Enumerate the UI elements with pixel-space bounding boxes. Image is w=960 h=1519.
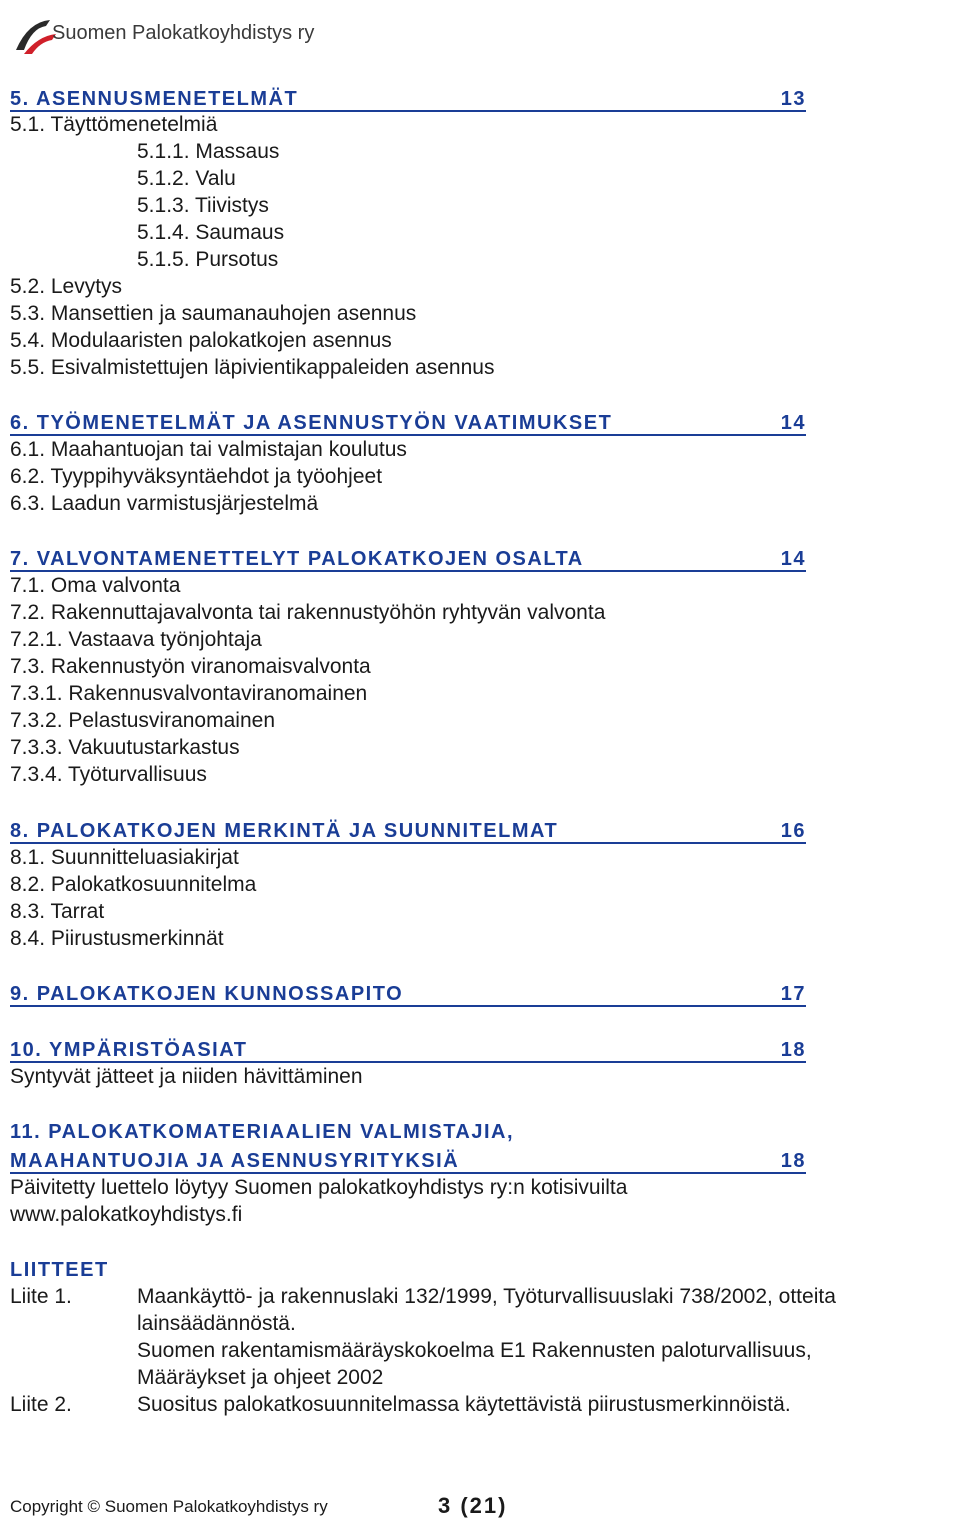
toc-page-number: 16 [780,820,806,842]
toc-heading-8[interactable]: 8. PALOKATKOJEN MERKINTÄ JA SUUNNITELMAT 16 [10,820,806,842]
toc-item[interactable]: 5.4. Modulaaristen palokatkojen asennus [10,329,392,352]
toc-item[interactable]: 5.2. Levytys [10,275,123,298]
toc-heading-11-line1[interactable]: 11. PALOKATKOMATERIAALIEN VALMISTAJIA, [10,1121,515,1143]
toc-item[interactable]: 7.1. Oma valvonta [10,574,181,597]
toc-page-number: 18 [780,1150,806,1172]
toc-item[interactable]: 7.3. Rakennustyön viranomaisvalvonta [10,655,371,678]
toc-item[interactable]: 7.3.3. Vakuutustarkastus [10,736,240,759]
toc-heading-10[interactable]: 10. YMPÄRISTÖASIAT 18 [10,1039,806,1061]
toc-page-number: 14 [780,412,806,434]
toc-heading-9[interactable]: 9. PALOKATKOJEN KUNNOSSAPITO 17 [10,983,806,1005]
toc-heading-7[interactable]: 7. VALVONTAMENETTELYT PALOKATKOJEN OSALTA 14 [10,548,806,570]
footer-page-number: 3 (21) [438,1493,508,1518]
toc-item[interactable]: 8.2. Palokatkosuunnitelma [10,873,257,896]
toc-subitem[interactable]: 5.1.3. Tiivistys [137,194,269,217]
toc-item[interactable]: 7.3.2. Pelastusviranomainen [10,709,275,732]
toc-subitem[interactable]: 5.1.2. Valu [137,167,236,190]
toc-page-number: 14 [780,548,806,570]
toc-item[interactable]: 6.1. Maahantuojan tai valmistajan koulutus [10,438,407,461]
toc-item[interactable]: 8.1. Suunnitteluasiakirjat [10,846,239,869]
toc-item[interactable]: 5.3. Mansettien ja saumanauhojen asennus [10,302,417,325]
website-link[interactable]: www.palokatkoyhdistys.fi [10,1203,243,1226]
footer-copyright: Copyright © Suomen Palokatkoyhdistys ry [10,1497,328,1516]
toc-item[interactable]: 7.3.4. Työturvallisuus [10,763,207,786]
toc-item[interactable]: 5.5. Esivalmistettujen läpivientikappaleiden asennus [10,356,495,379]
toc-item[interactable]: 7.2.1. Vastaava työnjohtaja [10,628,262,651]
toc-page-number: 18 [780,1039,806,1061]
toc-item[interactable]: 5.1. Täyttömenetelmiä [10,113,218,136]
toc-page-number: 13 [780,88,806,110]
logo-text: Suomen Palokatkoyhdistys ry [52,22,315,44]
toc-heading-5[interactable]: 5. ASENNUSMENETELMÄT 13 [10,88,806,110]
appendix-text: Suositus palokatkosuunnitelmassa käytettävistä piirustusmerkinnöistä. [137,1393,791,1416]
toc-heading-6[interactable]: 6. TYÖMENETELMÄT JA ASENNUSTYÖN VAATIMUKSET 14 [10,412,806,434]
appendix-heading[interactable]: LIITTEET [10,1259,109,1281]
toc-item[interactable]: Syntyvät jätteet ja niiden hävittäminen [10,1065,363,1088]
toc-subitem[interactable]: 5.1.1. Massaus [137,140,280,163]
toc-subitem[interactable]: 5.1.5. Pursotus [137,248,279,271]
appendix-label: Liite 2. [10,1393,72,1416]
toc-item[interactable]: 7.3.1. Rakennusvalvontaviranomainen [10,682,368,705]
toc-item: Päivitetty luettelo löytyy Suomen palokatkoyhdistys ry:n kotisivuilta [10,1176,628,1199]
appendix-text: lainsäädännöstä. [137,1312,296,1335]
toc-item[interactable]: 6.3. Laadun varmistusjärjestelmä [10,492,319,515]
appendix-text: Määräykset ja ohjeet 2002 [137,1366,384,1389]
toc-item[interactable]: 6.2. Tyyppihyväksyntäehdot ja työohjeet [10,465,383,488]
toc-heading-11-line2[interactable]: MAAHANTUOJIA JA ASENNUSYRITYKSIÄ 18 [10,1150,806,1172]
toc-item[interactable]: 7.2. Rakennuttajavalvonta tai rakennustyöhön ryhtyvän valvonta [10,601,606,624]
toc-item[interactable]: 8.4. Piirustusmerkinnät [10,927,224,950]
appendix-text: Suomen rakentamismääräyskokoelma E1 Rakennusten paloturvallisuus, [137,1339,812,1362]
toc-subitem[interactable]: 5.1.4. Saumaus [137,221,285,244]
appendix-label: Liite 1. [10,1285,72,1308]
toc-page-number: 17 [780,983,806,1005]
toc-item[interactable]: 8.3. Tarrat [10,900,105,923]
appendix-text: Maankäyttö- ja rakennuslaki 132/1999, Työturvallisuuslaki 738/2002, otteita [137,1285,836,1308]
